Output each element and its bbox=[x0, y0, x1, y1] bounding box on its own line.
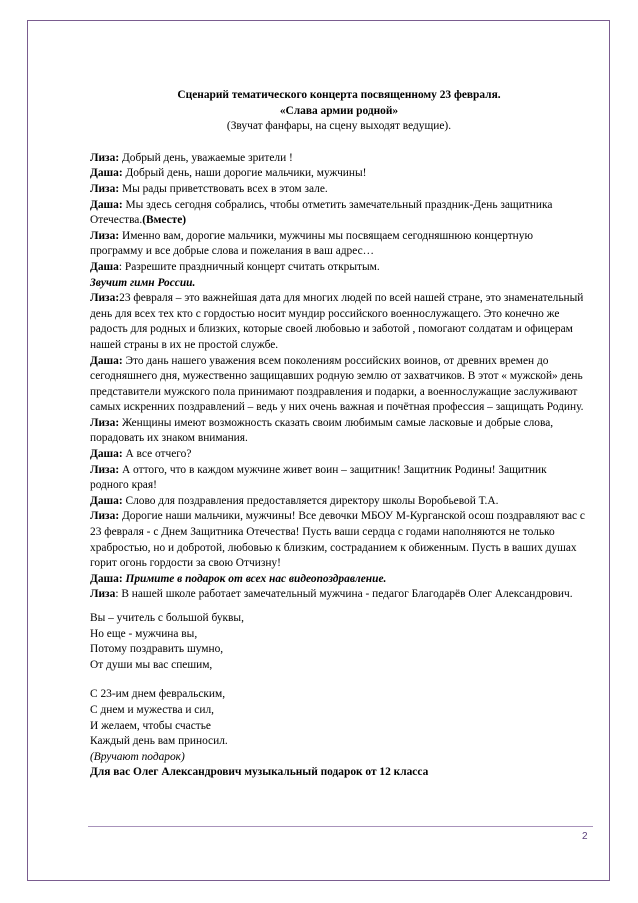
doc-title: Сценарий тематического концерта посвященному 23 февраля. bbox=[177, 89, 501, 101]
dialogue-bold-tail: (Вместе) bbox=[142, 214, 187, 227]
doc-subtitle: «Слава армии родной» bbox=[279, 104, 399, 117]
footer-rule bbox=[88, 826, 593, 827]
speaker-name: Даша: bbox=[90, 448, 123, 461]
dialogue-text: Мы рады приветствовать всех в этом зале. bbox=[119, 182, 328, 195]
speaker-name: Лиза: bbox=[90, 151, 120, 164]
dialogue-text: Мы здесь сегодня собрались, чтобы отметить замечательный праздник-День защитника Отечества. bbox=[90, 198, 553, 227]
dialogue-line bbox=[90, 276, 588, 292]
dialogue-line bbox=[90, 509, 588, 571]
speaker-name: Лиза bbox=[90, 588, 116, 601]
verse-block-1 bbox=[90, 611, 588, 673]
dialogue-text: Женщины имеют возможность сказать своим любимым самые ласковые и добрые слова, порадовать их знаком внимания. bbox=[90, 416, 554, 445]
verse-line: С днем и мужества и сил, bbox=[90, 703, 214, 716]
dialogue-text: Слово для поздравления предоставляется директору школы Воробьевой Т.А. bbox=[122, 494, 499, 507]
verse-line: И желаем, чтобы счастье bbox=[90, 719, 211, 732]
speaker-name: Лиза: bbox=[90, 229, 120, 242]
dialogue-text: 23 февраля – это важнейшая дата для многих людей по всей нашей стране, это знаменательный день для всех тех кто с гордостью носит мундир российского военнослужащего. Это конечно же радость для родных и близких, которые своей любовью и заботой , помогают солдатам и офицерам нашей страны в их не простой службе. bbox=[90, 292, 584, 351]
dialogue-line bbox=[90, 151, 588, 167]
dialogue-line bbox=[90, 260, 588, 276]
dialogue-text: Добрый день, уважаемые зрители ! bbox=[119, 151, 293, 164]
verse-line: С 23-им днем февральским, bbox=[90, 688, 226, 701]
dialogue-line bbox=[90, 166, 588, 182]
closing-direction: (Вручают подарок) bbox=[90, 750, 185, 763]
dialogue-emphasis: Примите в подарок от всех нас видеопоздравление. bbox=[122, 572, 387, 585]
dialogue-line bbox=[90, 291, 588, 353]
stage-note: (Звучат фанфары, на сцену выходят ведущие). bbox=[226, 120, 452, 133]
script-dialogue bbox=[90, 151, 588, 603]
verse-block-2 bbox=[90, 687, 588, 749]
dialogue-line bbox=[90, 572, 588, 588]
verse-line: От души мы вас спешим, bbox=[90, 658, 213, 671]
speaker-name: Лиза: bbox=[90, 510, 120, 523]
speaker-name: Лиза: bbox=[90, 182, 120, 195]
dialogue-text: : Разрешите праздничный концерт считать открытым. bbox=[118, 260, 380, 273]
dialogue-line bbox=[90, 198, 588, 229]
page-number: 2 bbox=[582, 831, 588, 842]
dialogue-line bbox=[90, 447, 588, 463]
verse-line: Каждый день вам приносил. bbox=[90, 735, 228, 748]
speaker-name: Даша: bbox=[90, 494, 123, 507]
dialogue-text: Добрый день, наши дорогие мальчики, мужчины! bbox=[122, 167, 367, 180]
dialogue-line bbox=[90, 229, 588, 260]
stage-direction: Звучит гимн России. bbox=[90, 276, 196, 289]
speaker-name: Даша: bbox=[90, 354, 123, 367]
dialogue-line bbox=[90, 354, 588, 416]
speaker-name: Даша: bbox=[90, 198, 123, 211]
dialogue-line bbox=[90, 494, 588, 510]
speaker-name: Лиза: bbox=[90, 416, 120, 429]
speaker-name: Лиза: bbox=[90, 463, 120, 476]
dialogue-text: А все отчего? bbox=[122, 448, 192, 461]
speaker-name: Лиза: bbox=[90, 292, 120, 305]
speaker-name: Даша bbox=[90, 260, 119, 273]
verse-line: Но еще - мужчина вы, bbox=[90, 627, 198, 640]
speaker-name: Даша: bbox=[90, 167, 123, 180]
closing-rest: подарок от 12 класса bbox=[320, 766, 429, 779]
dialogue-text: Это дань нашего уважения всем поколениям российских воинов, от древних времен до сегодняшнего дня, мужественно защищавших родную землю от захватчиков. В этот « мужской» день представители мужского пола принимают поздравления и подарки, а военнослужащие заслуживают самых искренних поздравлений – ведь у них очень важная и почётная профессия – защищать Родину. bbox=[90, 354, 584, 414]
dialogue-line bbox=[90, 416, 588, 447]
verse-line: Потому поздравить шумно, bbox=[90, 643, 224, 656]
dialogue-text: А оттого, что в каждом мужчине живет воин – защитник! Защитник Родины! Защитник родного края! bbox=[90, 463, 547, 492]
document-body bbox=[90, 88, 588, 781]
closing-line bbox=[90, 765, 588, 781]
dialogue-line bbox=[90, 463, 588, 494]
dialogue-text: Именно вам, дорогие мальчики, мужчины мы посвящаем сегодняшнюю концертную программу и все добрые слова и пожелания в ваш адрес… bbox=[90, 229, 533, 258]
dialogue-line bbox=[90, 587, 588, 603]
dialogue-text: Дорогие наши мальчики, мужчины! Все девочки МБОУ М-Курганской осош поздравляют вас с 23 февраля - с Днем Защитника Отечества! Пусть ваши сердца с годами наполняются не только храбростью, но и добротой, любовью к близким, состраданием к обиженным. Пусть в ваших душах горит огонь гордости за свою Отчизну! bbox=[90, 510, 585, 570]
dialogue-text: : В нашей школе работает замечательный мужчина - педагог Благодарёв Олег Александрович. bbox=[115, 588, 573, 601]
speaker-name: Даша: bbox=[90, 572, 123, 585]
dialogue-line bbox=[90, 182, 588, 198]
verse-line: Вы – учитель с большой буквы, bbox=[90, 612, 244, 624]
closing-bold: Для вас Олег Александрович музыкальный bbox=[90, 766, 321, 779]
